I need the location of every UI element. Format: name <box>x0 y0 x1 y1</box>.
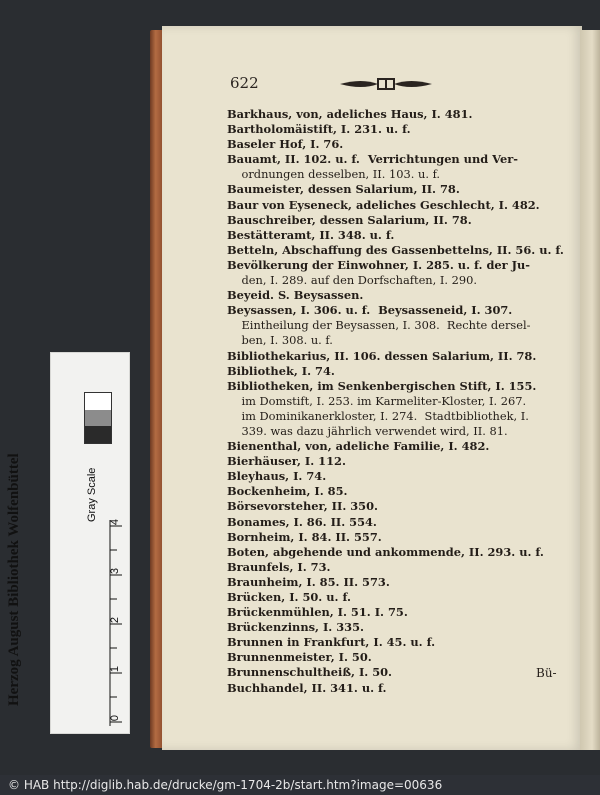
ruler-number: 4 <box>109 518 122 526</box>
index-entry: Buchhandel, II. 341. u. f. <box>227 680 387 695</box>
index-entry: Bestätteramt, II. 348. u. f. <box>227 227 395 242</box>
catchword: Bü- <box>536 666 557 680</box>
footer-url[interactable]: © HAB http://diglib.hab.de/drucke/gm-1704-2b/start.htm?image=00636 <box>8 778 443 792</box>
index-entry: im Dominikanerkloster, I. 274. Stadtbibliothek, I. <box>227 408 529 423</box>
index-entry: Bienenthal, von, adeliche Familie, I. 482. <box>227 439 490 454</box>
page-number: 622 <box>230 74 259 92</box>
ruler-number: 3 <box>109 567 122 575</box>
index-entry: Brücken, I. 50. u. f. <box>227 590 351 604</box>
index-entry: Bibliothekarius, II. 106. dessen Salarium, II. 78. <box>227 348 537 363</box>
index-entry: im Domstift, I. 253. im Karmeliter-Kloster, I. 267. <box>227 393 527 408</box>
ornament-icon <box>338 76 434 92</box>
gray-swatch <box>85 426 111 443</box>
index-entry: Bauamt, II. 102. u. f. Verrichtungen und Ver- <box>227 152 518 167</box>
index-entry: Baumeister, dessen Salarium, II. 78. <box>227 182 460 197</box>
index-entry: Bevölkerung der Einwohner, I. 285. u. f. der Ju- <box>227 257 531 272</box>
gray-scale-label: Gray Scale <box>86 467 98 522</box>
gray-swatch <box>85 410 111 427</box>
index-entry: Bornheim, I. 84. II. 557. <box>227 529 382 544</box>
index-entry: Brückenmühlen, I. 51. I. 75. <box>227 605 408 620</box>
ruler-number: 2 <box>109 616 122 624</box>
index-entry: ben, I. 308. u. f. <box>227 333 333 348</box>
index-entry: Beysassen, I. 306. u. f. Beysasseneid, I. 307. <box>227 303 513 318</box>
index-entry: Bartholomäistift, I. 231. u. f. <box>227 122 411 137</box>
index-entry: Brückenzinns, I. 335. <box>227 620 364 635</box>
index-entry: ordnungen desselben, II. 103. u. f. <box>227 167 441 182</box>
index-entry: Betteln, Abschaffung des Gassenbettelns, II. 56. u. f. <box>227 242 564 257</box>
index-entry: Bibliotheken, im Senkenbergischen Stift, I. 155. <box>227 378 537 393</box>
index-entry: Bibliothek, I. 74. <box>227 363 335 378</box>
index-entry: 339. was dazu jährlich verwendet wird, II. 81. <box>227 423 508 438</box>
footer-bar <box>0 775 600 795</box>
ruler-number: 0 <box>109 714 122 722</box>
index-entry: Börsevorsteher, II. 350. <box>227 499 378 514</box>
index-entry: Bonames, I. 86. II. 554. <box>227 514 377 529</box>
index-entry: Bockenheim, I. 85. <box>227 484 348 499</box>
index-entry: Brunnenschultheiß, I. 50. <box>227 665 393 680</box>
index-entry: Bleyhaus, I. 74. <box>227 469 327 484</box>
index-entry: Braunfels, I. 73. <box>227 559 331 574</box>
index-entry: Beyeid. S. Beysassen. <box>227 288 364 303</box>
index-entries <box>227 107 582 696</box>
index-entry: Brunnenmeister, I. 50. <box>227 650 372 665</box>
ruler-number: 1 <box>109 665 122 673</box>
gray-swatches <box>84 392 112 444</box>
index-entry: Boten, abgehende und ankommende, II. 293. u. f. <box>227 544 544 559</box>
index-entry: Barkhaus, von, adeliches Haus, I. 481. <box>227 107 473 121</box>
gray-swatch <box>85 393 111 410</box>
index-entry: Bauschreiber, dessen Salarium, II. 78. <box>227 212 472 227</box>
next-leaf <box>580 30 600 750</box>
index-entry: Brunnen in Frankfurt, I. 45. u. f. <box>227 635 436 650</box>
index-entry: Eintheilung der Beysassen, I. 308. Rechte dersel- <box>227 318 531 333</box>
index-entry: Bierhäuser, I. 112. <box>227 454 346 469</box>
index-entry: Baseler Hof, I. 76. <box>227 137 344 152</box>
index-entry: den, I. 289. auf den Dorfschaften, I. 290. <box>227 273 477 288</box>
library-name: Herzog August Bibliothek Wolfenbüttel <box>6 453 22 706</box>
index-entry: Baur von Eyseneck, adeliches Geschlecht, I. 482. <box>227 197 540 212</box>
index-entry: Braunheim, I. 85. II. 573. <box>227 574 390 589</box>
